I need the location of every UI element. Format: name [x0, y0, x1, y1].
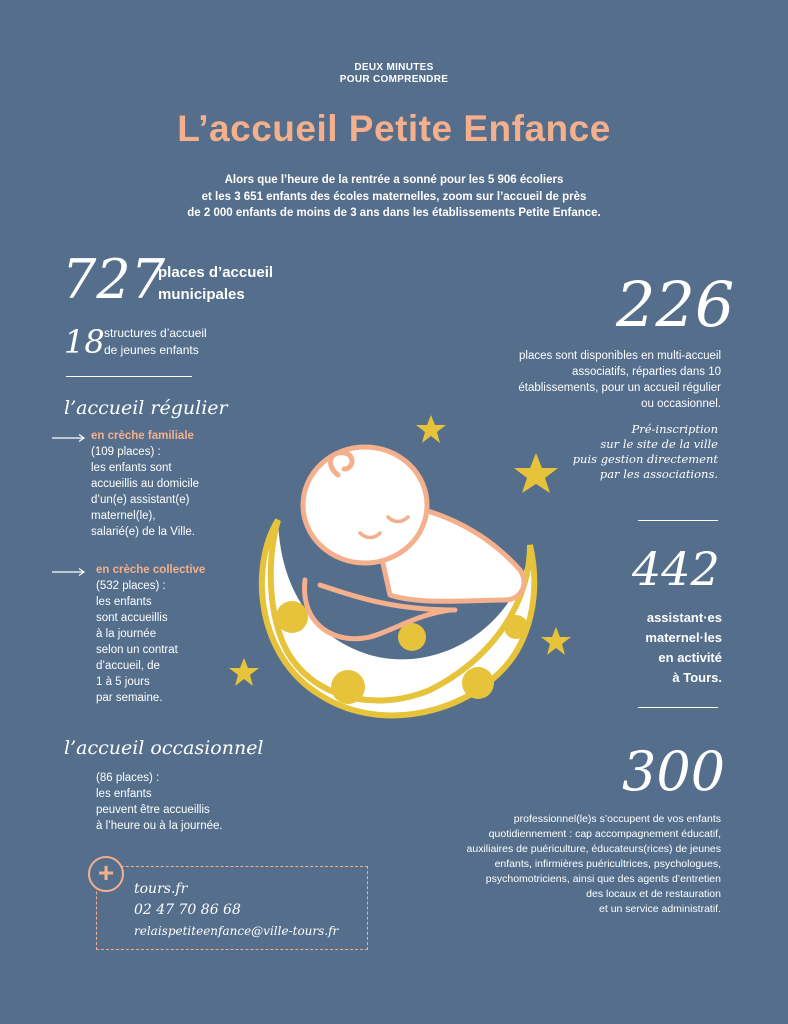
stat-226-line: établissements, pour un accueil régulier [518, 382, 721, 394]
note-line: sur le site de la ville [600, 437, 718, 451]
familiale-heading: en crèche familiale [91, 430, 194, 442]
arrow-right-icon [52, 565, 86, 579]
collective-line: par semaine. [96, 692, 163, 704]
familiale-line: accueillis au domicile [91, 478, 200, 490]
kicker-line-2: POUR COMPRENDRE [339, 74, 449, 85]
stat-442-line: maternel·les [645, 630, 722, 645]
collective-line: selon un contrat [96, 644, 178, 656]
familiale-line: salarié(e) de la Ville. [91, 526, 195, 538]
stat-727-label-line: places d’accueil [158, 264, 274, 281]
stat-300-text [467, 812, 721, 917]
collective-line: d’accueil, de [96, 660, 160, 672]
stat-727-label-line: municipales [158, 286, 245, 303]
intro-paragraph [0, 172, 788, 222]
stat-300-line: quotidiennement : cap accompagnement éducatif, [488, 828, 721, 840]
contact-website[interactable]: tours.fr [134, 881, 188, 897]
kicker-line-1: DEUX MINUTES [354, 62, 434, 73]
collective-heading: en crèche collective [96, 564, 206, 576]
stat-442-line: en activité [658, 650, 722, 665]
section-title-regular: l’accueil régulier [64, 397, 228, 419]
familiale-line: les enfants sont [91, 462, 172, 474]
stat-727-label [158, 262, 273, 306]
baby-icon [303, 447, 524, 639]
stat-18-label-line: structures d’accueil [104, 326, 207, 340]
stat-442-text [645, 608, 722, 688]
divider [66, 376, 192, 377]
collective-line: les enfants [96, 596, 152, 608]
stat-300-line: et un service administratif. [599, 903, 721, 915]
kicker [0, 62, 788, 86]
collective-line: à la journée [96, 628, 157, 640]
occasional-line: à l’heure ou à la journée. [96, 820, 223, 832]
stat-300-line: professionnel(le)s s’occupent de vos enfants [513, 813, 721, 825]
stat-18-label [104, 325, 207, 359]
familiale-line: (109 places) : [91, 446, 161, 458]
collective-line: sont accueillis [96, 612, 168, 624]
stat-226-number: 226 [616, 268, 735, 341]
stat-300-line: enfants, infirmières puéricultrices, psychologues, [494, 858, 721, 870]
collective-line: (532 places) : [96, 580, 166, 592]
stat-727-number: 727 [62, 248, 166, 311]
note-line: puis gestion directement [572, 452, 718, 466]
familiale-block [91, 428, 199, 540]
stat-18-number: 18 [64, 323, 105, 361]
stat-18-label-line: de jeunes enfants [104, 343, 199, 357]
familiale-line: maternel(le), [91, 510, 156, 522]
note-line: par les associations. [599, 467, 718, 481]
occasional-line: peuvent être accueillis [96, 804, 210, 816]
stat-226-line: ou occasionnel. [641, 398, 721, 410]
familiale-line: d’un(e) assistant(e) [91, 494, 190, 506]
intro-line: et les 3 651 enfants des écoles maternelles, zoom sur l’accueil de près [201, 190, 587, 203]
arrow-right-icon [52, 431, 86, 445]
sleeping-baby-moon-illustration [220, 405, 580, 730]
stat-226-line: places sont disponibles en multi-accueil [519, 350, 721, 362]
section-title-occasional: l’accueil occasionnel [64, 737, 264, 759]
stat-300-line: des locaux et de restauration [586, 888, 721, 900]
intro-line: Alors que l’heure de la rentrée a sonné pour les 5 906 écoliers [224, 174, 564, 186]
stat-442-line: assistant·es [646, 610, 722, 625]
preinscription-note [573, 422, 718, 482]
page-title: L’accueil Petite Enfance [177, 108, 611, 149]
intro-line: de 2 000 enfants de moins de 3 ans dans les établissements Petite Enfance. [187, 207, 601, 219]
divider [638, 707, 718, 708]
plus-icon: + [88, 856, 124, 892]
occasional-line: (86 places) : [96, 772, 160, 784]
occasional-line: les enfants [96, 788, 152, 800]
stat-442-number: 442 [632, 542, 720, 596]
stat-300-line: auxiliaires de puériculture, éducateurs(rices) de jeunes [466, 843, 721, 855]
stat-300-number: 300 [622, 740, 726, 803]
divider [638, 520, 718, 521]
collective-line: 1 à 5 jours [96, 676, 150, 688]
note-line: Pré-inscription [631, 422, 718, 436]
occasional-block [96, 770, 223, 834]
contact-phone[interactable]: 02 47 70 86 68 [134, 902, 241, 918]
stat-300-line: psychomotriciens, ainsi que des agents d’entretien [485, 873, 721, 885]
stat-226-line: associatifs, réparties dans 10 [572, 366, 721, 378]
collective-block [96, 562, 205, 706]
stat-442-line: à Tours. [672, 670, 722, 685]
contact-email[interactable]: relaispetiteenfance@ville-tours.fr [134, 924, 339, 938]
stat-226-text [518, 348, 721, 412]
